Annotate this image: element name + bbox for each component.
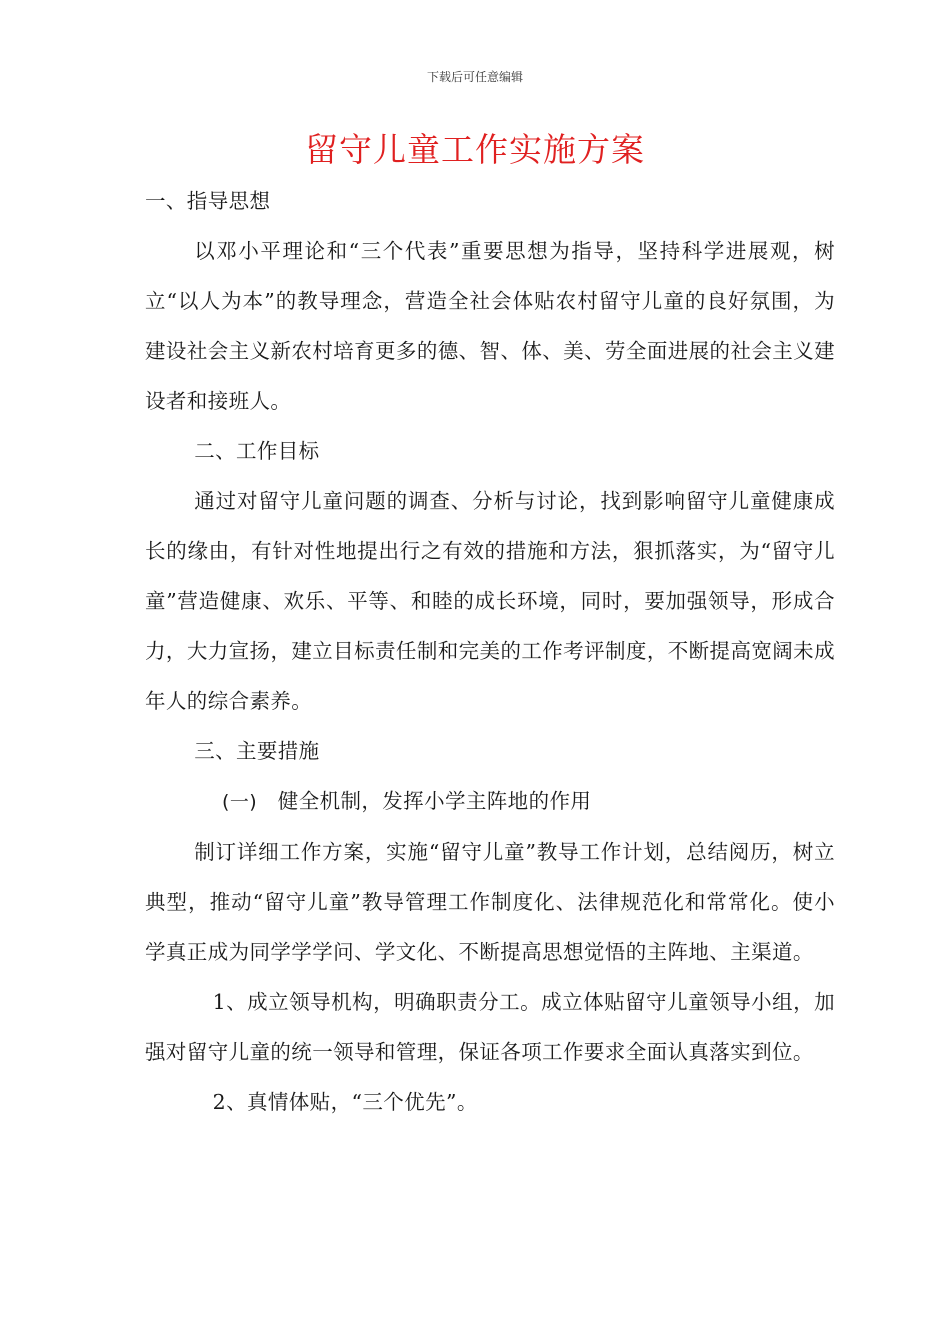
subsection-title: 健全机制，发挥小学主阵地的作用 bbox=[277, 789, 592, 813]
header-note: 下载后可任意编辑 bbox=[426, 70, 523, 84]
subsection-body: 制订详细工作方案，实施“留守儿童”教导工作计划，总结阅历，树立典型，推动“留守儿童”教导管理工作制度化、法律规范化和常常化。使小学真正成为同学学学问、学文化、不断提高思想觉悟的主阵地、主渠道。 bbox=[145, 840, 835, 964]
list-item-2: 2、真情体贴，“三个优先”。 bbox=[212, 1090, 478, 1114]
document-body bbox=[145, 176, 835, 1127]
section-heading-work-goals: 二、工作目标 bbox=[194, 439, 320, 463]
document-title: 留守儿童工作实施方案 bbox=[305, 130, 645, 169]
section-body-work-goals: 通过对留守儿童问题的调查、分析与讨论，找到影响留守儿童健康成长的缘由，有针对性地提出行之有效的措施和方法，狠抓落实，为“留守儿童”营造健康、欢乐、平等、和睦的成长环境，同时，要加强领导，形成合力，大力宣扬，建立目标责任制和完美的工作考评制度，不断提高宽阔未成年人的综合素养。 bbox=[145, 489, 835, 713]
section-heading-main-measures: 三、主要措施 bbox=[194, 739, 320, 763]
section-heading-guiding-thought: 一、指导思想 bbox=[145, 189, 271, 213]
section-body-guiding-thought: 以邓小平理论和“三个代表”重要思想为指导，坚持科学进展观，树立“以人为本”的教导理念，营造全社会体贴农村留守儿童的良好氛围，为建设社会主义新农村培育更多的德、智、体、美、劳全面进展的社会主义建设者和接班人。 bbox=[145, 239, 835, 413]
subsection-label: (一) bbox=[222, 791, 258, 813]
list-item-1: 1、成立领导机构，明确职责分工。成立体贴留守儿童领导小组，加强对留守儿童的统一领导和管理，保证各项工作要求全面认真落实到位。 bbox=[145, 990, 835, 1064]
subsection-heading bbox=[145, 776, 835, 827]
